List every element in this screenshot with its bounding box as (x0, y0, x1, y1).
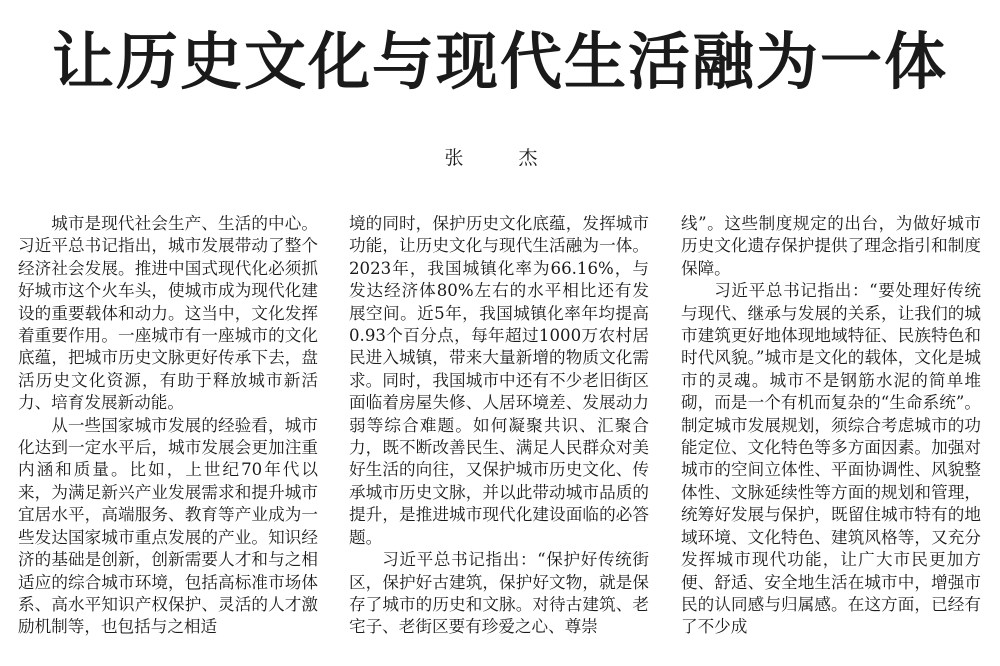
paragraph-continuation: 境的同时，保护历史文化底蕴，发挥城市功能，让历史文化与现代生活融为一体。2023年，我国城镇化率为66.16%，与发达经济体80%左右的水平相比还有发展空间。近5年，我国城镇化率年均提高0.93个百分点，每年超过1000万农村居民进入城镇，带来大量新增的物质文化需求。同时，我国城市中还有不少老旧街区面临着房屋失修、人居环境差、发展动力弱等综合难题。如何凝聚共识、汇聚合力，既不断改善民生、满足人民群众对美好生活的向往，又保护城市历史文化、传承城市历史文脉，并以此带动城市品质的提升，是推进城市现代化建设面临的必答题。 (349, 214, 649, 547)
article-column-1 (18, 213, 318, 639)
article-column-3 (681, 213, 981, 639)
paragraph-continuation: 线”。这些制度规定的出台，为做好城市历史文化遗存保护提供了理念指引和制度保障。 (681, 214, 981, 278)
paragraph: 习近平总书记指出：“保护好传统街区，保护好古建筑，保护好文物，就是保存了城市的历史和文脉。对待古建筑、老宅子、老街区要有珍爱之心、尊崇 (349, 550, 649, 637)
article-column-2 (349, 213, 649, 639)
author-byline: 张 杰 (444, 147, 556, 169)
article-title: 让历史文化与现代生活融为一体 (51, 25, 948, 98)
paragraph: 习近平总书记指出：“要处理好传统与现代、继承与发展的关系，让我们的城市建筑更好地体现地域特征、民族特色和时代风貌。”城市是文化的载体，文化是城市的灵魂。城市不是钢筋水泥的简单堆砌，而是一个有机而复杂的“生命系统”。制定城市发展规划，须综合考虑城市的功能定位、文化特色等多方面因素。加强对城市的空间立体性、平面协调性、风貌整体性、文脉延续性等方面的规划和管理，统筹好发展与保护，既留住城市特有的地域环境、文化特色、建筑风格等，又充分发挥城市现代功能，让广大市民更加方便、舒适、安全地生活在城市中，增强市民的认同感与归属感。在这方面，已经有了不少成 (681, 281, 981, 637)
paragraph: 城市是现代社会生产、生活的中心。习近平总书记指出，城市发展带动了整个经济社会发展。推进中国式现代化必须抓好城市这个火车头，使城市成为现代化建设的重要载体和动力。这当中，文化发挥着重要作用。一座城市有一座城市的文化底蕴，把城市历史文脉更好传承下去，盘活历史文化资源，有助于释放城市新活力、培育发展新动能。 (18, 214, 318, 413)
paragraph: 从一些国家城市发展的经验看，城市化达到一定水平后，城市发展会更加注重内涵和质量。比如，上世纪70年代以来，为满足新兴产业发展需求和提升城市宜居水平，高端服务、教育等产业成为一些发达国家城市重点发展的产业。知识经济的基础是创新，创新需要人才和与之相适应的综合城市环境，包括高标准市场体系、高水平知识产权保护、灵活的人才激励机制等，也包括与之相适 (18, 415, 318, 637)
